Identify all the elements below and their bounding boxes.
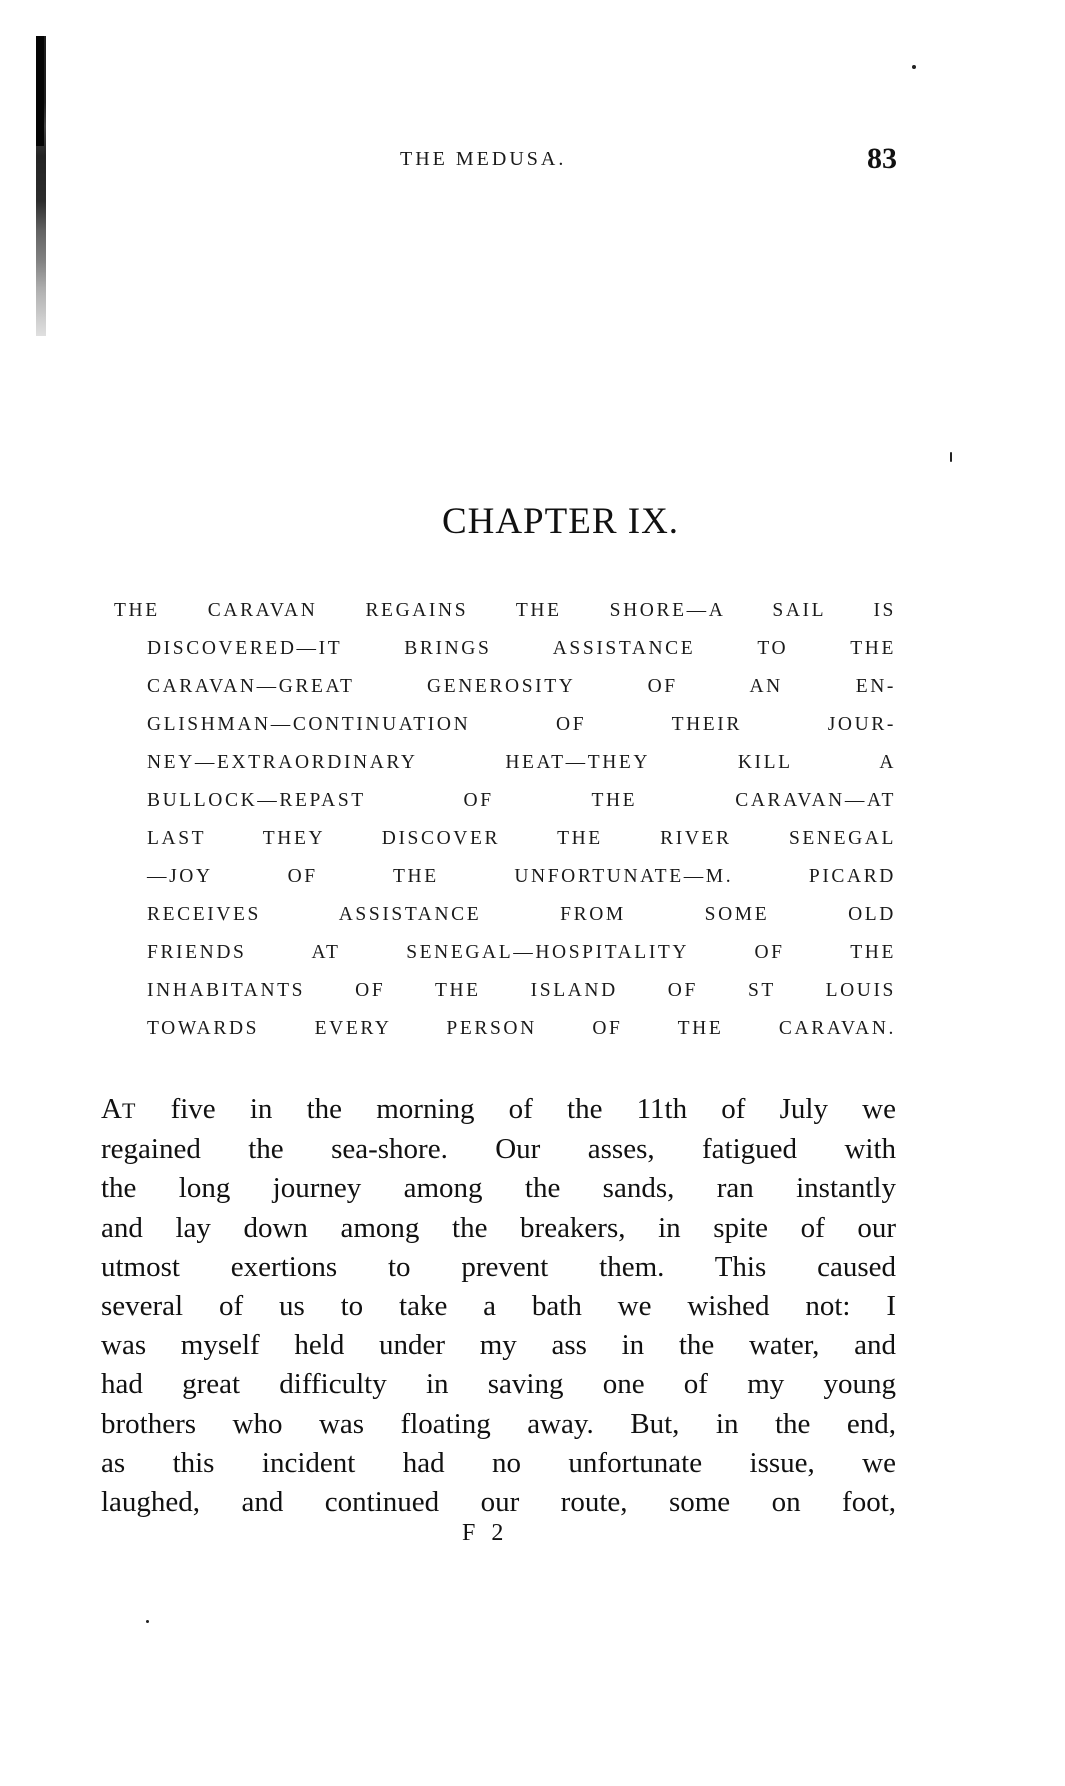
initial-cap: A	[101, 1093, 122, 1125]
body-line: and lay down among the breakers, in spite of our	[101, 1211, 896, 1244]
running-head: THE MEDUSA.	[400, 148, 567, 170]
body-line-first	[101, 1090, 896, 1130]
initial-smallcaps: T	[121, 1098, 137, 1123]
summary-line: GLISHMAN—CONTINUATION OF THEIR JOUR-	[147, 714, 896, 735]
body-line: as this incident had no unfortunate issue, we	[101, 1446, 896, 1479]
summary-line: BULLOCK—REPAST OF THE CARAVAN—AT	[147, 790, 896, 811]
summary-line: THE CARAVAN REGAINS THE SHORE—A SAIL IS	[114, 600, 896, 621]
binding-edge-shadow	[36, 36, 44, 146]
body-line: utmost exertions to prevent them. This caused	[101, 1250, 896, 1283]
summary-line: DISCOVERED—IT BRINGS ASSISTANCE TO THE	[147, 638, 896, 659]
summary-line: TOWARDS EVERY PERSON OF THE CARAVAN.	[147, 1018, 896, 1039]
page-header	[0, 142, 1065, 188]
summary-line: LAST THEY DISCOVER THE RIVER SENEGAL	[147, 828, 896, 849]
summary-line: —JOY OF THE UNFORTUNATE—M. PICARD	[147, 866, 896, 887]
page-number: 83	[867, 142, 897, 175]
ink-speck	[950, 452, 952, 462]
first-line-text: five in the morning of the 11th of July we	[170, 1093, 896, 1125]
body-line: had great difficulty in saving one of my young	[101, 1368, 896, 1401]
chapter-title-text: CHAPTER IX.	[441, 501, 680, 542]
ink-speck	[912, 65, 916, 69]
body-line: regained the sea-shore. Our asses, fatigued with	[101, 1133, 896, 1166]
body-line: the long journey among the sands, ran instantly	[101, 1172, 896, 1205]
body-paragraph	[101, 1090, 896, 1522]
chapter-summary	[114, 592, 896, 1048]
chapter-title	[0, 500, 1065, 543]
signature-mark: F 2	[462, 1520, 509, 1546]
body-line: several of us to take a bath we wished not: I	[101, 1290, 896, 1323]
summary-line: FRIENDS AT SENEGAL—HOSPITALITY OF THE	[147, 942, 896, 963]
body-line: brothers who was floating away. But, in the end,	[101, 1407, 896, 1440]
summary-line: INHABITANTS OF THE ISLAND OF ST LOUIS	[147, 980, 896, 1001]
summary-line: NEY—EXTRAORDINARY HEAT—THEY KILL A	[147, 752, 896, 773]
summary-line: RECEIVES ASSISTANCE FROM SOME OLD	[147, 904, 896, 925]
body-line: laughed, and continued our route, some on foot,	[101, 1486, 896, 1519]
ink-speck	[146, 1620, 149, 1623]
body-line: was myself held under my ass in the water, and	[101, 1329, 896, 1362]
summary-line: CARAVAN—GREAT GENEROSITY OF AN EN-	[147, 676, 896, 697]
